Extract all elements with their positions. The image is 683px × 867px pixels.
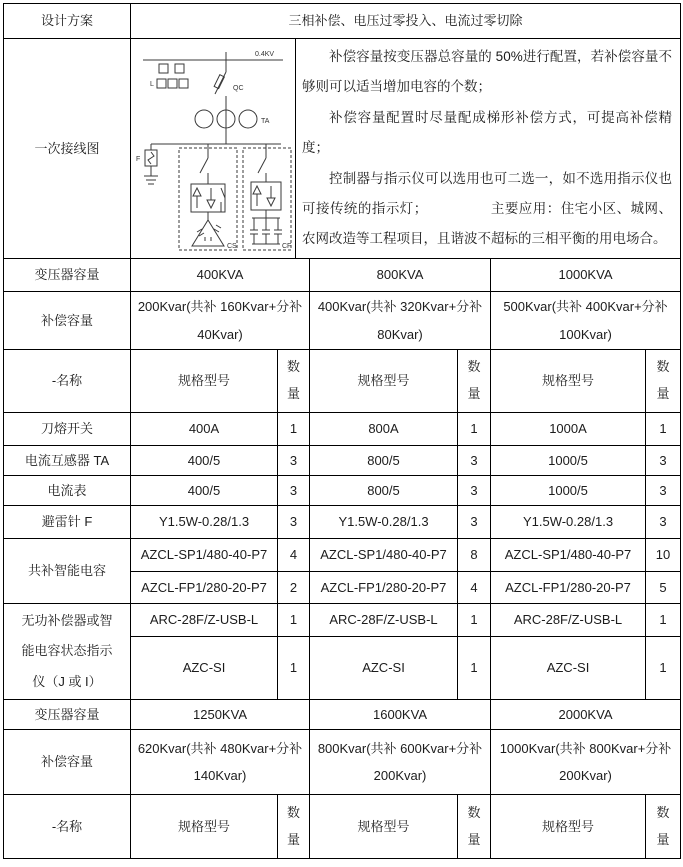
qty-cell: 1: [278, 413, 310, 446]
qty-cell: 1: [458, 413, 491, 446]
transformer-capacity-value: 400KVA: [131, 259, 310, 292]
cs-thyristor-module: [191, 184, 225, 212]
row-label-ammeter: 电流表: [4, 476, 131, 506]
qc-label: QC: [233, 84, 244, 92]
compensation-capacity-label: 补偿容量: [4, 730, 131, 795]
qty-cell: 3: [646, 476, 681, 506]
wye-capacitor-icon: [250, 230, 282, 234]
lamp-row-label: L: [150, 80, 154, 88]
compensation-capacity-value: 800Kvar(共补 600Kvar+分补 200Kvar): [310, 730, 491, 795]
row-label-controller: 无功补偿器或智能电容状态指示仪（J 或 I）: [4, 604, 131, 700]
spec-cell: 400/5: [131, 446, 278, 476]
transformer-capacity-value: 2000KVA: [491, 700, 681, 730]
qty-cell: 3: [278, 476, 310, 506]
spec-cell: 1000/5: [491, 446, 646, 476]
qty-cell: 1: [458, 604, 491, 637]
transformer-capacity-value: 800KVA: [310, 259, 491, 292]
row-label-arrester: 避雷针 F: [4, 506, 131, 539]
compensation-capacity-value: 200Kvar(共补 160Kvar+分补 40Kvar): [131, 292, 310, 350]
qty-cell: 1: [646, 637, 681, 700]
qc-switch-icon: [215, 60, 226, 106]
note-paragraph: 控制器与指示仪可以选用也可二选一，如不选用指示仪也可接传统的指示灯； 主要应用：住宅小区、城网、农网改造等工程项目，且谐波不超标的三相平衡的用电场合。: [302, 170, 672, 247]
transformer-capacity-value: 1250KVA: [131, 700, 310, 730]
spec-header: 规格型号: [310, 350, 458, 413]
qty-cell: 1: [646, 604, 681, 637]
qty-cell: 1: [278, 604, 310, 637]
qty-cell: 3: [458, 476, 491, 506]
spec-cell: 1000/5: [491, 476, 646, 506]
spec-cell: AZC-SI: [131, 637, 278, 700]
qty-header: 数量: [646, 350, 681, 413]
compensation-capacity-value: 500Kvar(共补 400Kvar+分补 100Kvar): [491, 292, 681, 350]
qty-header: 数量: [458, 350, 491, 413]
transformer-capacity-value: 1000KVA: [491, 259, 681, 292]
spec-header: 规格型号: [310, 795, 458, 859]
indicator-i-icon: [175, 64, 184, 73]
qty-header: 数量: [278, 795, 310, 859]
transformer-capacity-label: 变压器容量: [4, 700, 131, 730]
row-label-smart-capacitor: 共补智能电容: [4, 539, 131, 604]
spec-cell: 400A: [131, 413, 278, 446]
spec-header: 规格型号: [131, 350, 278, 413]
compensation-capacity-value: 1000Kvar(共补 800Kvar+分补 200Kvar): [491, 730, 681, 795]
spec-cell: 800/5: [310, 446, 458, 476]
qty-cell: 1: [278, 637, 310, 700]
spec-cell: ARC-28F/Z-USB-L: [310, 604, 458, 637]
one-line-diagram-svg: [133, 42, 293, 256]
spec-cell: Y1.5W-0.28/1.3: [310, 506, 458, 539]
cf-switch-icon: [258, 144, 266, 182]
qty-header: 数量: [278, 350, 310, 413]
spec-header: 规格型号: [491, 795, 646, 859]
wiring-diagram-cell: [131, 39, 681, 259]
qty-cell: 3: [458, 446, 491, 476]
spec-cell: AZCL-SP1/480-40-P7: [491, 539, 646, 572]
spec-cell: AZCL-SP1/480-40-P7: [131, 539, 278, 572]
qty-cell: 10: [646, 539, 681, 572]
qty-cell: 3: [646, 506, 681, 539]
ct-icon: [239, 110, 257, 128]
qty-header: 数量: [458, 795, 491, 859]
spec-cell: 1000A: [491, 413, 646, 446]
qty-header: 数量: [646, 795, 681, 859]
cs-label: CS: [227, 242, 237, 250]
spec-cell: 400/5: [131, 476, 278, 506]
spec-cell: AZCL-FP1/280-20-P7: [131, 572, 278, 604]
qty-cell: 3: [646, 446, 681, 476]
compensation-capacity-label: 补偿容量: [4, 292, 131, 350]
qty-cell: 4: [278, 539, 310, 572]
cs-bank-box: [179, 148, 237, 250]
compensation-capacity-value: 400Kvar(共补 320Kvar+分补 80Kvar): [310, 292, 491, 350]
lamp-icon: [157, 79, 166, 88]
qty-cell: 3: [278, 446, 310, 476]
spec-cell: AZCL-FP1/280-20-P7: [491, 572, 646, 604]
qc-fuse-icon: [214, 74, 224, 88]
spec-cell: Y1.5W-0.28/1.3: [491, 506, 646, 539]
spec-cell: ARC-28F/Z-USB-L: [491, 604, 646, 637]
spec-cell: AZC-SI: [491, 637, 646, 700]
qty-cell: 1: [646, 413, 681, 446]
spec-cell: AZC-SI: [310, 637, 458, 700]
spec-header: 规格型号: [131, 795, 278, 859]
indicator-j-icon: [159, 64, 168, 73]
thyristor-icon: [253, 186, 275, 206]
name-header: -名称: [4, 795, 131, 859]
arrester-label: F: [136, 155, 141, 163]
lamp-icon: [179, 79, 188, 88]
cf-thyristor-module: [251, 182, 281, 210]
qty-cell: 3: [458, 506, 491, 539]
qty-cell: 3: [278, 506, 310, 539]
compensation-capacity-value: 620Kvar(共补 480Kvar+分补 140Kvar): [131, 730, 310, 795]
one-line-diagram: [131, 39, 296, 258]
qty-cell: 5: [646, 572, 681, 604]
transformer-capacity-value: 1600KVA: [310, 700, 491, 730]
cf-label: CF: [282, 242, 292, 250]
bus-voltage-label: 0.4KV: [255, 50, 275, 58]
design-scheme-label: 设计方案: [4, 4, 131, 39]
delta-capacitor-icon: [192, 220, 224, 246]
spec-cell: ARC-28F/Z-USB-L: [131, 604, 278, 637]
cs-switch-icon: [200, 144, 208, 184]
row-label-knife-switch: 刀熔开关: [4, 413, 131, 446]
spec-cell: Y1.5W-0.28/1.3: [131, 506, 278, 539]
spec-header: 规格型号: [491, 350, 646, 413]
lamp-icon: [168, 79, 177, 88]
design-scheme-value: 三相补偿、电压过零投入、电流过零切除: [131, 4, 681, 39]
spec-cell: 800A: [310, 413, 458, 446]
note-paragraph: 补偿容量按变压器总容量的 50%进行配置，若补偿容量不够则可以适当增加电容的个数；: [302, 49, 672, 95]
qty-cell: 8: [458, 539, 491, 572]
spec-table: [3, 3, 681, 859]
qty-cell: 1: [458, 637, 491, 700]
row-label-current-transformer: 电流互感器 TA: [4, 446, 131, 476]
qty-cell: 2: [278, 572, 310, 604]
ct-icon: [195, 110, 213, 128]
transformer-capacity-label: 变压器容量: [4, 259, 131, 292]
spec-cell: AZCL-SP1/480-40-P7: [310, 539, 458, 572]
thyristor-icon: [193, 188, 225, 212]
spec-cell: 800/5: [310, 476, 458, 506]
wiring-diagram-label: 一次接线图: [4, 39, 131, 259]
configuration-notes: [296, 39, 680, 258]
spec-cell: AZCL-FP1/280-20-P7: [310, 572, 458, 604]
name-header: -名称: [4, 350, 131, 413]
qty-cell: 4: [458, 572, 491, 604]
ta-label: TA: [261, 117, 270, 125]
ground-icon: [144, 152, 158, 184]
note-paragraph: 补偿容量配置时尽量配成梯形补偿方式，可提高补偿精度；: [302, 109, 672, 156]
